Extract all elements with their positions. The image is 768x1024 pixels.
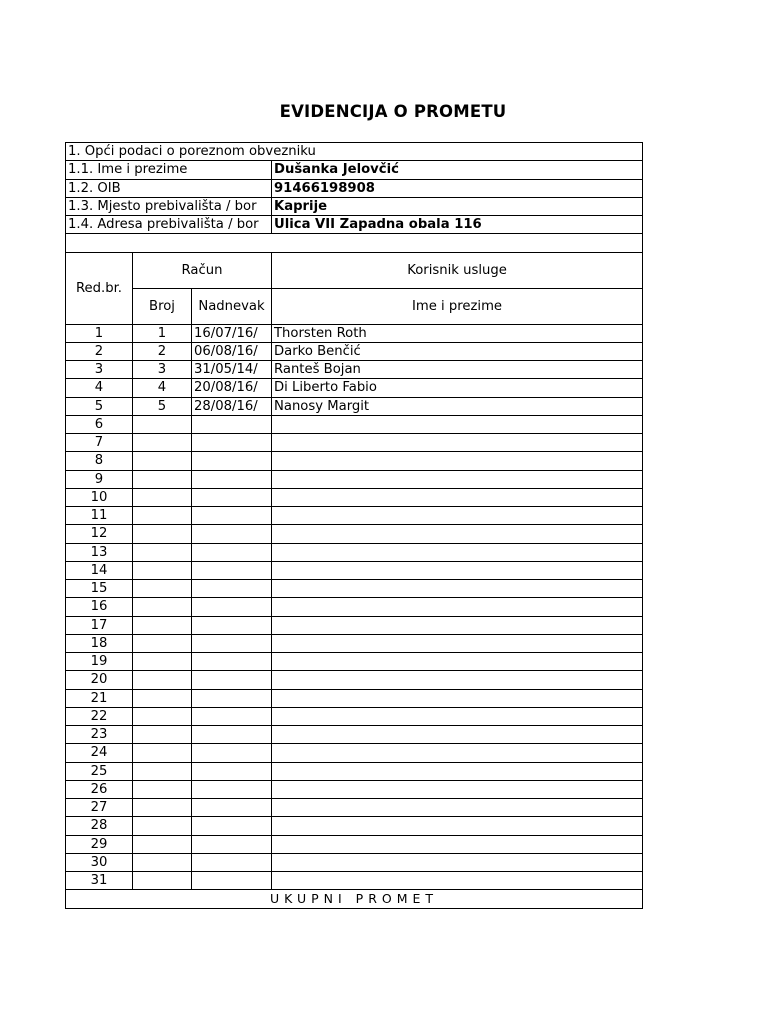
table-row [66, 744, 643, 762]
header-row-1 [66, 252, 643, 288]
name-value: Dušanka Jelovčić [272, 161, 643, 179]
section-label: 1. Opći podaci o poreznom obvezniku [66, 143, 643, 161]
invoice-date [192, 488, 272, 506]
table-row [66, 525, 643, 543]
header-broj: Broj [133, 288, 192, 324]
table-row [66, 817, 643, 835]
invoice-number [133, 671, 192, 689]
row-number: 28 [66, 817, 133, 835]
document-title: EVIDENCIJA O PROMETU [279, 102, 507, 121]
customer-name [272, 598, 643, 616]
invoice-number [133, 872, 192, 890]
invoice-date [192, 799, 272, 817]
table-row [66, 634, 643, 652]
invoice-date [192, 525, 272, 543]
invoice-number [133, 616, 192, 634]
row-number: 22 [66, 707, 133, 725]
invoice-date [192, 707, 272, 725]
invoice-number: 2 [133, 342, 192, 360]
turnover-table [65, 142, 643, 909]
invoice-number [133, 525, 192, 543]
customer-name: Darko Benčić [272, 342, 643, 360]
invoice-number [133, 817, 192, 835]
invoice-date: 20/08/16/ [192, 379, 272, 397]
total-row [66, 890, 643, 908]
row-number: 10 [66, 488, 133, 506]
customer-name [272, 415, 643, 433]
invoice-number [133, 507, 192, 525]
row-number: 29 [66, 835, 133, 853]
row-number: 26 [66, 780, 133, 798]
invoice-number [133, 707, 192, 725]
customer-name [272, 799, 643, 817]
row-number: 4 [66, 379, 133, 397]
invoice-date [192, 835, 272, 853]
customer-name: Di Liberto Fabio [272, 379, 643, 397]
invoice-date [192, 580, 272, 598]
invoice-number [133, 634, 192, 652]
table-row [66, 707, 643, 725]
invoice-number [133, 653, 192, 671]
invoice-date [192, 598, 272, 616]
invoice-date [192, 762, 272, 780]
name-label: 1.1. Ime i prezime [66, 161, 272, 179]
table-row [66, 361, 643, 379]
oib-row [66, 179, 643, 197]
table-row [66, 379, 643, 397]
table-row [66, 561, 643, 579]
table-row [66, 726, 643, 744]
address-value: Ulica VII Zapadna obala 116 [272, 216, 643, 234]
invoice-date [192, 853, 272, 871]
oib-value: 91466198908 [272, 179, 643, 197]
invoice-number [133, 853, 192, 871]
table-row [66, 543, 643, 561]
customer-name [272, 507, 643, 525]
table-row [66, 653, 643, 671]
table-row [66, 488, 643, 506]
row-number: 16 [66, 598, 133, 616]
table-row [66, 434, 643, 452]
row-number: 25 [66, 762, 133, 780]
row-number: 1 [66, 324, 133, 342]
table-row [66, 324, 643, 342]
customer-name [272, 707, 643, 725]
row-number: 6 [66, 415, 133, 433]
invoice-number [133, 689, 192, 707]
customer-name: Ranteš Bojan [272, 361, 643, 379]
customer-name [272, 543, 643, 561]
invoice-number [133, 762, 192, 780]
customer-name [272, 872, 643, 890]
invoice-number [133, 452, 192, 470]
customer-name [272, 853, 643, 871]
address-row [66, 216, 643, 234]
invoice-number [133, 561, 192, 579]
table-row [66, 671, 643, 689]
header-racun: Račun [133, 252, 272, 288]
row-number: 20 [66, 671, 133, 689]
name-row [66, 161, 643, 179]
row-number: 27 [66, 799, 133, 817]
customer-name [272, 744, 643, 762]
header-korisnik: Korisnik usluge [272, 252, 643, 288]
invoice-date [192, 452, 272, 470]
residence-label: 1.3. Mjesto prebivališta / bor [66, 197, 272, 215]
spacer-cell [66, 234, 643, 252]
row-number: 21 [66, 689, 133, 707]
customer-name [272, 561, 643, 579]
invoice-number [133, 780, 192, 798]
header-redbr: Red.br. [66, 252, 133, 324]
row-number: 2 [66, 342, 133, 360]
customer-name [272, 634, 643, 652]
customer-name [272, 817, 643, 835]
section-row [66, 143, 643, 161]
invoice-date: 06/08/16/ [192, 342, 272, 360]
row-number: 9 [66, 470, 133, 488]
row-number: 24 [66, 744, 133, 762]
invoice-number [133, 488, 192, 506]
invoice-date [192, 872, 272, 890]
invoice-number [133, 470, 192, 488]
invoice-number [133, 835, 192, 853]
invoice-date: 16/07/16/ [192, 324, 272, 342]
customer-name [272, 726, 643, 744]
customer-name [272, 452, 643, 470]
invoice-number [133, 415, 192, 433]
address-label: 1.4. Adresa prebivališta / bor [66, 216, 272, 234]
row-number: 30 [66, 853, 133, 871]
customer-name [272, 616, 643, 634]
invoice-date: 31/05/14/ [192, 361, 272, 379]
customer-name [272, 525, 643, 543]
invoice-date: 28/08/16/ [192, 397, 272, 415]
customer-name [272, 580, 643, 598]
residence-row [66, 197, 643, 215]
invoice-date [192, 634, 272, 652]
table-row [66, 452, 643, 470]
header-nadnevak: Nadnevak [192, 288, 272, 324]
row-number: 15 [66, 580, 133, 598]
row-number: 13 [66, 543, 133, 561]
invoice-number: 3 [133, 361, 192, 379]
table-row [66, 397, 643, 415]
row-number: 18 [66, 634, 133, 652]
table-row [66, 762, 643, 780]
customer-name: Thorsten Roth [272, 324, 643, 342]
invoice-date [192, 543, 272, 561]
row-number: 7 [66, 434, 133, 452]
invoice-number [133, 799, 192, 817]
row-number: 3 [66, 361, 133, 379]
invoice-number [133, 580, 192, 598]
invoice-date [192, 616, 272, 634]
table-row [66, 799, 643, 817]
invoice-number: 5 [133, 397, 192, 415]
invoice-number [133, 434, 192, 452]
customer-name [272, 762, 643, 780]
customer-name [272, 653, 643, 671]
invoice-date [192, 653, 272, 671]
oib-label: 1.2. OIB [66, 179, 272, 197]
table-row [66, 616, 643, 634]
invoice-date [192, 726, 272, 744]
table-row [66, 580, 643, 598]
customer-name: Nanosy Margit [272, 397, 643, 415]
total-label: UKUPNI PROMET [66, 890, 643, 908]
table-row [66, 470, 643, 488]
invoice-number [133, 726, 192, 744]
header-row-2 [66, 288, 643, 324]
invoice-number: 1 [133, 324, 192, 342]
header-ime: Ime i prezime [272, 288, 643, 324]
residence-value: Kaprije [272, 197, 643, 215]
table-row [66, 507, 643, 525]
invoice-number [133, 744, 192, 762]
customer-name [272, 689, 643, 707]
invoice-number [133, 598, 192, 616]
table-row [66, 342, 643, 360]
table-row [66, 598, 643, 616]
row-number: 23 [66, 726, 133, 744]
table-row [66, 689, 643, 707]
spacer-row [66, 234, 643, 252]
customer-name [272, 835, 643, 853]
invoice-date [192, 434, 272, 452]
row-number: 14 [66, 561, 133, 579]
invoice-date [192, 817, 272, 835]
table-row [66, 415, 643, 433]
invoice-date [192, 415, 272, 433]
invoice-date [192, 744, 272, 762]
customer-name [272, 488, 643, 506]
table-row [66, 780, 643, 798]
customer-name [272, 671, 643, 689]
invoice-date [192, 689, 272, 707]
row-number: 8 [66, 452, 133, 470]
invoice-number [133, 543, 192, 561]
invoice-date [192, 561, 272, 579]
table-row [66, 835, 643, 853]
invoice-date [192, 780, 272, 798]
invoice-date [192, 671, 272, 689]
customer-name [272, 780, 643, 798]
table-row [66, 853, 643, 871]
row-number: 31 [66, 872, 133, 890]
customer-name [272, 434, 643, 452]
row-number: 12 [66, 525, 133, 543]
invoice-number: 4 [133, 379, 192, 397]
row-number: 11 [66, 507, 133, 525]
customer-name [272, 470, 643, 488]
invoice-date [192, 470, 272, 488]
row-number: 19 [66, 653, 133, 671]
invoice-date [192, 507, 272, 525]
table-row [66, 872, 643, 890]
row-number: 5 [66, 397, 133, 415]
row-number: 17 [66, 616, 133, 634]
